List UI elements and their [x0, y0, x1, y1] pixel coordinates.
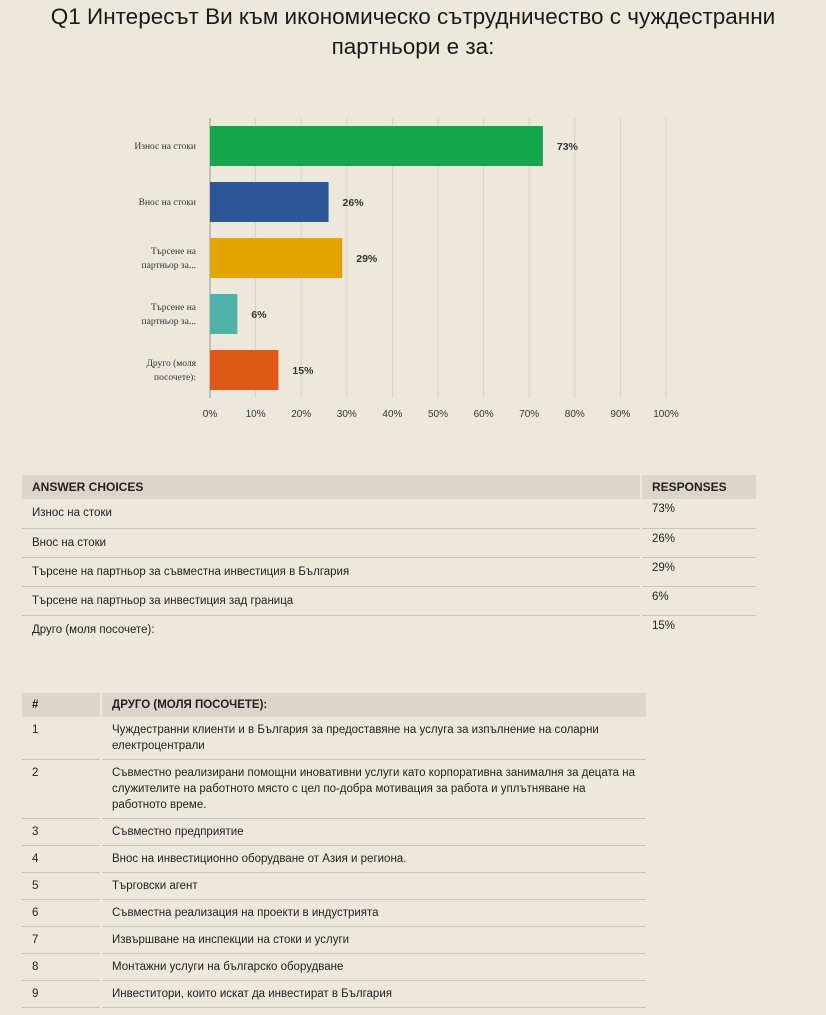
category-label: Търсене на [151, 303, 196, 313]
other-text-header: ДРУГО (МОЛЯ ПОСОЧЕТЕ): [101, 693, 646, 717]
other-row [22, 954, 646, 981]
answer-row [22, 557, 756, 586]
bar [210, 238, 342, 278]
other-responses-table [22, 693, 646, 1008]
bar [210, 126, 543, 166]
answer-row [22, 499, 756, 528]
x-tick-label: 100% [653, 409, 679, 420]
bar-value-label: 73% [556, 141, 578, 153]
other-header-row [22, 693, 646, 717]
bar [210, 294, 237, 334]
x-tick-label: 90% [610, 409, 631, 420]
other-body [22, 717, 646, 1008]
other-row [22, 760, 646, 819]
category-label: Търсене на [151, 247, 196, 257]
other-row-number: 5 [22, 873, 101, 900]
answer-response: 73% [641, 499, 756, 528]
x-tick-label: 60% [473, 409, 494, 420]
other-row-text: Монтажни услуги на българско оборудване [101, 954, 646, 981]
other-row [22, 717, 646, 760]
answers-header-row [22, 475, 756, 499]
x-tick-label: 20% [291, 409, 312, 420]
answer-response: 26% [641, 528, 756, 557]
other-row-text: Съвместна реализация на проекти в индустрията [101, 900, 646, 927]
x-tick-label: 70% [519, 409, 540, 420]
category-label: посочете): [154, 373, 196, 383]
answer-row [22, 528, 756, 557]
bar [210, 182, 329, 222]
other-row-text: Търговски агент [101, 873, 646, 900]
category-label: Друго (моля [146, 359, 196, 369]
other-row-text: Инвеститори, които искат да инвестират в България [101, 981, 646, 1008]
question-title: Q1 Интересът Ви към икономическо сътрудничество с чуждестранни партньори е за: [50, 4, 776, 59]
other-row [22, 900, 646, 927]
category-label: Износ на стоки [134, 142, 196, 152]
bar-value-label: 6% [251, 309, 267, 321]
category-label: партньор за... [141, 317, 196, 327]
answer-response: 6% [641, 586, 756, 615]
other-row-text: Съвместно реализирани помощни иновативни услуги като корпоративна занималня за децата на служителите на работното място с цел по-добра мотивация за работа и уплътняване на работното време. [101, 760, 646, 819]
other-row-number: 9 [22, 981, 101, 1008]
responses-header: RESPONSES [641, 475, 756, 499]
x-tick-label: 50% [427, 409, 449, 420]
other-row-text: Съвместно предприятие [101, 819, 646, 846]
answer-choice: Търсене на партньор за съвместна инвестиция в България [22, 557, 641, 586]
other-row-number: 8 [22, 954, 101, 981]
answers-body [22, 499, 756, 644]
bar-chart [0, 0, 826, 440]
category-label: Внос на стоки [138, 198, 196, 208]
other-row-number: 6 [22, 900, 101, 927]
bar-value-label: 29% [356, 253, 378, 265]
answer-response: 15% [641, 615, 756, 644]
other-row-text: Извършване на инспекции на стоки и услуги [101, 927, 646, 954]
number-header: # [22, 693, 101, 717]
bar [210, 350, 278, 390]
x-tick-label: 10% [245, 409, 266, 420]
answer-choice: Износ на стоки [22, 499, 641, 528]
other-row-number: 7 [22, 927, 101, 954]
answer-row [22, 586, 756, 615]
other-row [22, 846, 646, 873]
other-row-text: Внос на инвестиционно оборудване от Азия и региона. [101, 846, 646, 873]
other-row [22, 873, 646, 900]
category-label: партньор за... [141, 261, 196, 271]
x-tick-label: 80% [564, 409, 585, 420]
answer-choices-table [22, 475, 756, 644]
answer-row [22, 615, 756, 644]
answer-choices-header: ANSWER CHOICES [22, 475, 641, 499]
answer-choice: Друго (моля посочете): [32, 623, 155, 636]
other-row-number: 2 [22, 760, 101, 819]
answer-response: 29% [641, 557, 756, 586]
x-tick-label: 40% [382, 409, 403, 420]
other-row-text: Чуждестранни клиенти и в България за предоставяне на услуга за изпълнение на соларни електроцентрали [101, 717, 646, 760]
bar-value-label: 15% [292, 365, 314, 377]
x-tick-label: 30% [336, 409, 357, 420]
other-row-number: 1 [22, 717, 101, 760]
other-row-number: 4 [22, 846, 101, 873]
answer-choice: Внос на стоки [22, 528, 641, 557]
bar-value-label: 26% [342, 197, 364, 209]
other-row [22, 927, 646, 954]
other-row [22, 819, 646, 846]
other-row [22, 981, 646, 1008]
other-row-number: 3 [22, 819, 101, 846]
answer-choice: Търсене на партньор за инвестиция зад граница [22, 586, 641, 615]
x-tick-label: 0% [202, 409, 218, 420]
